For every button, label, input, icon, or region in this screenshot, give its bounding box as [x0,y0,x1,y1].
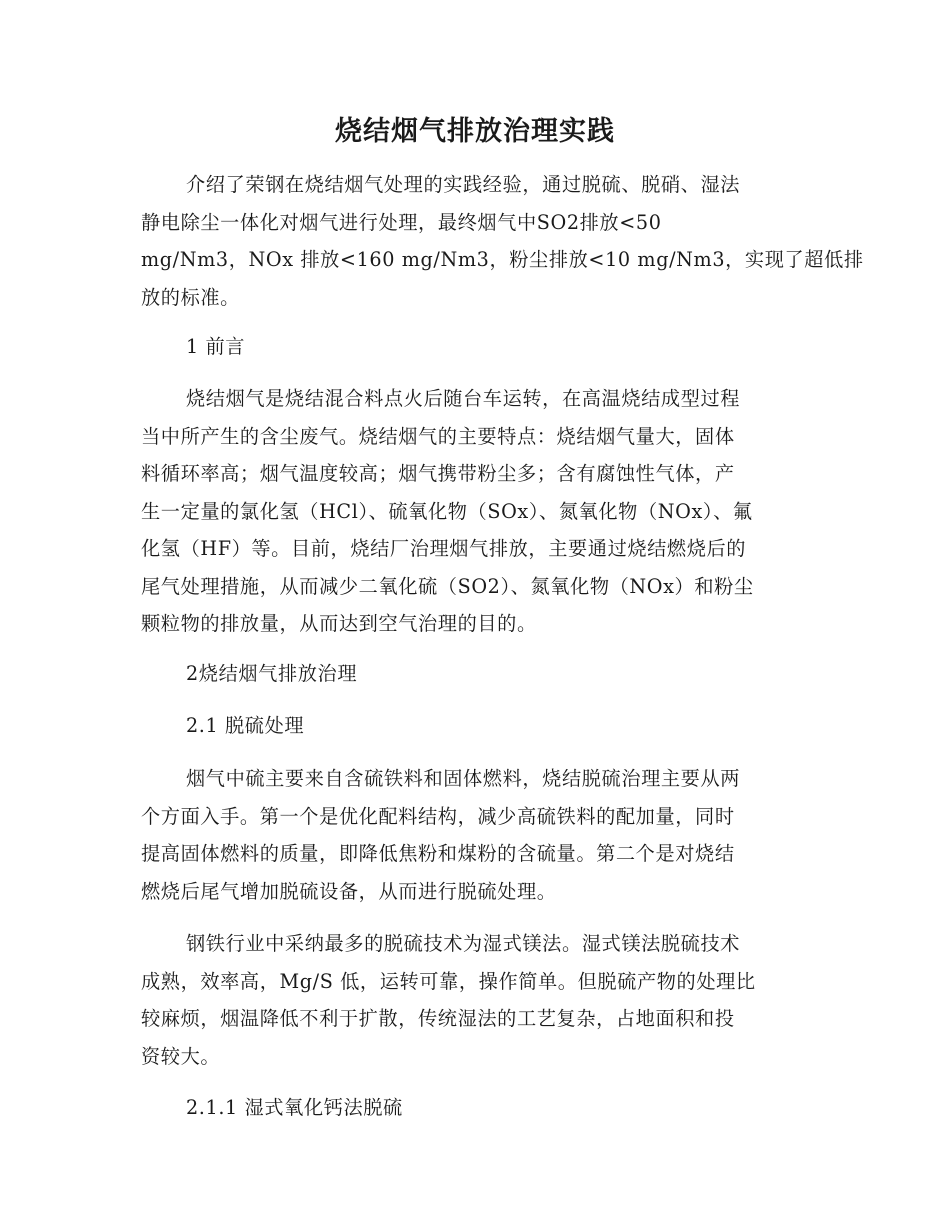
desulfurization-line: 烟气中硫主要来自含硫铁料和固体燃料，烧结脱硫治理主要从两 [186,767,741,790]
preface-paragraph [141,380,807,643]
abstract-paragraph [141,166,864,316]
preface-line: 料循环率高；烟气温度较高；烟气携带粉尘多；含有腐蚀性气体，产 [141,462,735,485]
preface-line: 颗粒物的排放量，从而达到空气治理的目的。 [141,612,537,635]
desulfurization-line: 资较大。 [141,1044,221,1068]
section-heading-wet-calcium-oxide: 2.1.1 湿式氧化钙法脱硫 [186,1096,403,1119]
preface-line: 生一定量的氯化氢（HCl）、硫氧化物（SOx）、氮氧化物（NOx）、氟 [141,499,753,523]
preface-line: 当中所产生的含尘废气。烧结烟气的主要特点：烧结烟气量大，固体 [141,424,735,448]
section-heading-preface: 1 前言 [186,335,246,358]
section-heading-desulfurization: 2.1 脱硫处理 [186,714,305,737]
desulfurization-paragraph-2 [141,925,807,1075]
preface-line: 烧结烟气是烧结混合料点火后随台车运转，在高温烧结成型过程 [186,387,741,410]
preface-line: 尾气处理措施，从而减少二氧化硫（SO2）、氮氧化物（NOx）和粉尘 [141,574,754,598]
desulfurization-line: 燃烧后尾气增加脱硫设备，从而进行脱硫处理。 [141,879,557,903]
preface-line: 化氢（HF）等。目前，烧结厂治理烟气排放，主要通过烧结燃烧后的 [141,537,747,560]
abstract-line: mg/Nm3，NOx 排放<160 mg/Nm3，粉尘排放<10 mg/Nm3，实现了超低排 [141,248,864,271]
abstract-line: 放的标准。 [141,285,240,309]
document-title: 烧结烟气排放治理实践 [335,116,615,147]
abstract-line: 介绍了荣钢在烧结烟气处理的实践经验，通过脱硫、脱硝、湿法 [186,173,741,196]
abstract-line: 静电除尘一体化对烟气进行处理，最终烟气中SO2排放<50 [141,210,662,234]
desulfurization-line: 较麻烦，烟温降低不利于扩散，传统湿法的工艺复杂，占地面积和投 [141,1007,735,1030]
desulfurization-line: 成熟，效率高，Mg/S 低，运转可靠，操作简单。但脱硫产物的处理比 [141,969,756,993]
desulfurization-line: 个方面入手。第一个是优化配料结构，减少高硫铁料的配加量，同时 [141,804,735,828]
desulfurization-line: 提高固体燃料的质量，即降低焦粉和煤粉的含硫量。第二个是对烧结 [141,842,735,865]
desulfurization-paragraph-1 [141,760,807,910]
desulfurization-line: 钢铁行业中采纳最多的脱硫技术为湿式镁法。湿式镁法脱硫技术 [186,932,741,955]
section-heading-emission-control: 2烧结烟气排放治理 [186,662,358,685]
